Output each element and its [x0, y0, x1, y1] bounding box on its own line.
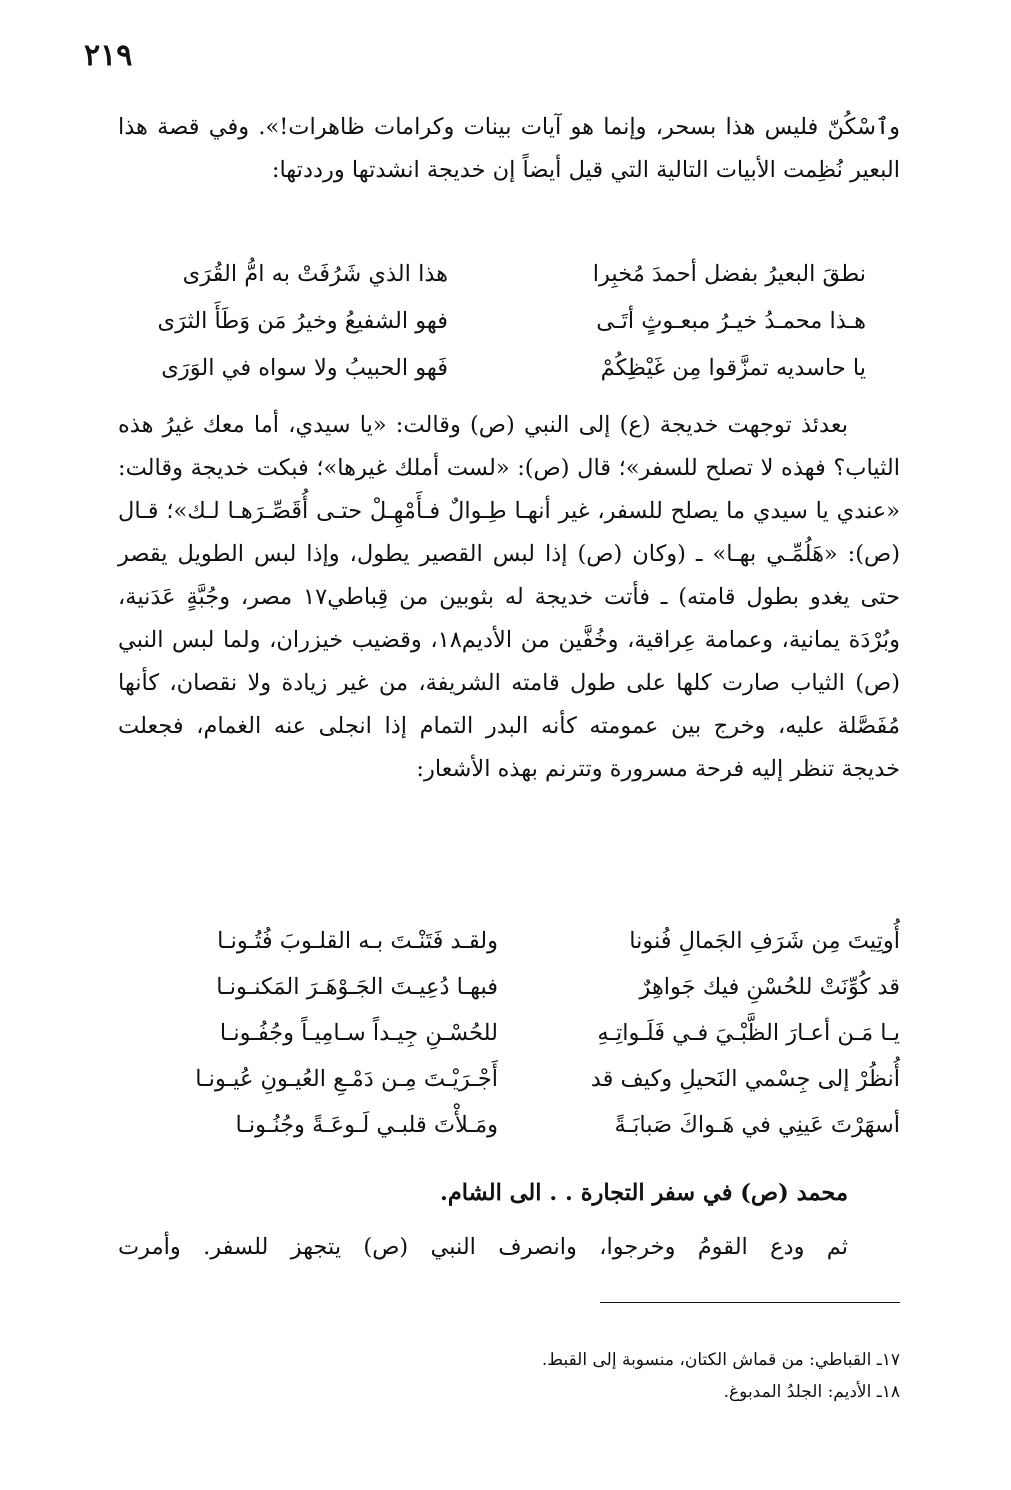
hemistich-second: فبهـا دُعِيـتَ الجَـوْهَـرَ المَكنـونـا [216, 974, 498, 1000]
hemistich-second: ولقـد فَتَنْـتَ بـه القلـوبَ فُتُـونـا [217, 928, 498, 954]
closing-line: ثم ودع القومُ وخرجوا، وانصرف النبي (ص) يتجهز للسفر. وأمرت [118, 1234, 848, 1260]
hemistich-first: هـذا محمـدُ خيـرُ مبعـوثٍ أتَـى [596, 307, 866, 334]
hemistich-first: يـا مَـن أعـارَ الظَّبْـيَ فـي فَلَـواتِـهِ [597, 1020, 900, 1046]
verse-line [118, 344, 900, 391]
verse-line [118, 250, 900, 297]
verse-line [118, 297, 900, 344]
hemistich-second: فهو الشفيعُ وخيرُ مَن وَطَأَ الثرَى [157, 307, 448, 334]
footnote-18: ١٨ـ الأديم: الجلدُ المدبوغ. [723, 1382, 900, 1402]
intro-paragraph: وٱسْكُنّ فليس هذا بسحر، وإنما هو آيات بينات وكرامات ظاهرات!». وفي قصة هذا البعير نُظِمت الأبيات التالية التي قيل أيضاً إن خديجة انشدتها ورددتها: [118, 114, 900, 183]
main-paragraph-block [118, 404, 900, 791]
hemistich-first: يا حاسديه تمزَّقوا مِن غَيْظِكُمْ [600, 354, 866, 381]
hemistich-first: أسهَرْتَ عَينِي في هَـواكَ صَبابَـةً [614, 1112, 900, 1138]
hemistich-second: فَهو الحبيبُ ولا سواه في الوَرَى [161, 354, 448, 381]
poem-one [118, 250, 900, 391]
hemistich-first: نطقَ البعيرُ بفضل أحمدَ مُخبِرا [592, 260, 866, 287]
verse-line [118, 1056, 900, 1102]
hemistich-second: أَجْـرَيْـتَ مِـن دَمْـعِ العُيـونِ عُيـونـا [195, 1066, 498, 1092]
hemistich-second: ومَـلأْتَ قلبـي لَـوعَـةً وجُنُـونـا [235, 1112, 498, 1138]
footnote-17: ١٧ـ القباطي: من قماش الكتان، منسوبة إلى القبط. [541, 1350, 900, 1370]
hemistich-second: هذا الذي شَرُفَتْ به امُّ القُرَى [182, 260, 448, 287]
intro-paragraph-block [118, 106, 900, 192]
section-heading: محمد (ص) في سفر التجارة . . الى الشام. [440, 1180, 848, 1206]
footnote-divider [600, 1302, 900, 1303]
verse-line [118, 1102, 900, 1148]
footnotes [118, 1344, 900, 1408]
verse-line [118, 1010, 900, 1056]
hemistich-first: أُوتِيتَ مِن شَرَفِ الجَمالِ فُنونا [629, 928, 900, 954]
hemistich-second: للحُسْـنِ جِيـداً سـامِيـاً وجُفُـونـا [219, 1020, 498, 1046]
verse-line [118, 918, 900, 964]
hemistich-first: قد كُوِّنَتْ للحُسْنِ فيك جَواهِرٌ [639, 974, 900, 1000]
verse-line [118, 964, 900, 1010]
hemistich-first: أُنظُرْ إلى جِسْمي النَحيلِ وكيف قد [590, 1066, 900, 1092]
poem-two [118, 918, 900, 1148]
page-number: ٢١٩ [84, 38, 133, 73]
main-paragraph: بعدئذ توجهت خديجة (ع) إلى النبي (ص) وقالت: «يا سيدي، أما معك غيرُ هذه الثياب؟ فهذه لا تصلح للسفر»؛ قال (ص): «لست أملك غيرها»؛ فبكت خديجة وقالت: «عندي يا سيدي ما يصلح للسفر، غير أنهـا طِـوالٌ فـأَمْهِـلْ حتـى أُقَصِّـرَهـا لـك»؛ قـال (ص): «هَلُمِّـي بهـا» ـ (وكان (ص) إذا لبس القصير يطول، وإذا لبس الطويل يقصر حتى يغدو بطول قامته) ـ فأتت خديجة له بثوبين من قِباطي١٧ مصر، وجُبَّةٍ عَدَنية، وبُرْدَة يمانية، وعمامة عِراقية، وخُفَّين من الأديم١٨، وقضيب خيزران، ولما لبس النبي (ص) الثياب صارت كلها على طول قامته الشريفة، من غير زيادة ولا نقصان، كأنها مُفَصَّلة عليه، وخرج بين عمومته كأنه البدر التمام إذا انجلى عنه الغمام، فجعلت خديجة تنظر إليه فرحة مسرورة وتترنم بهذه الأشعار: [118, 412, 900, 782]
